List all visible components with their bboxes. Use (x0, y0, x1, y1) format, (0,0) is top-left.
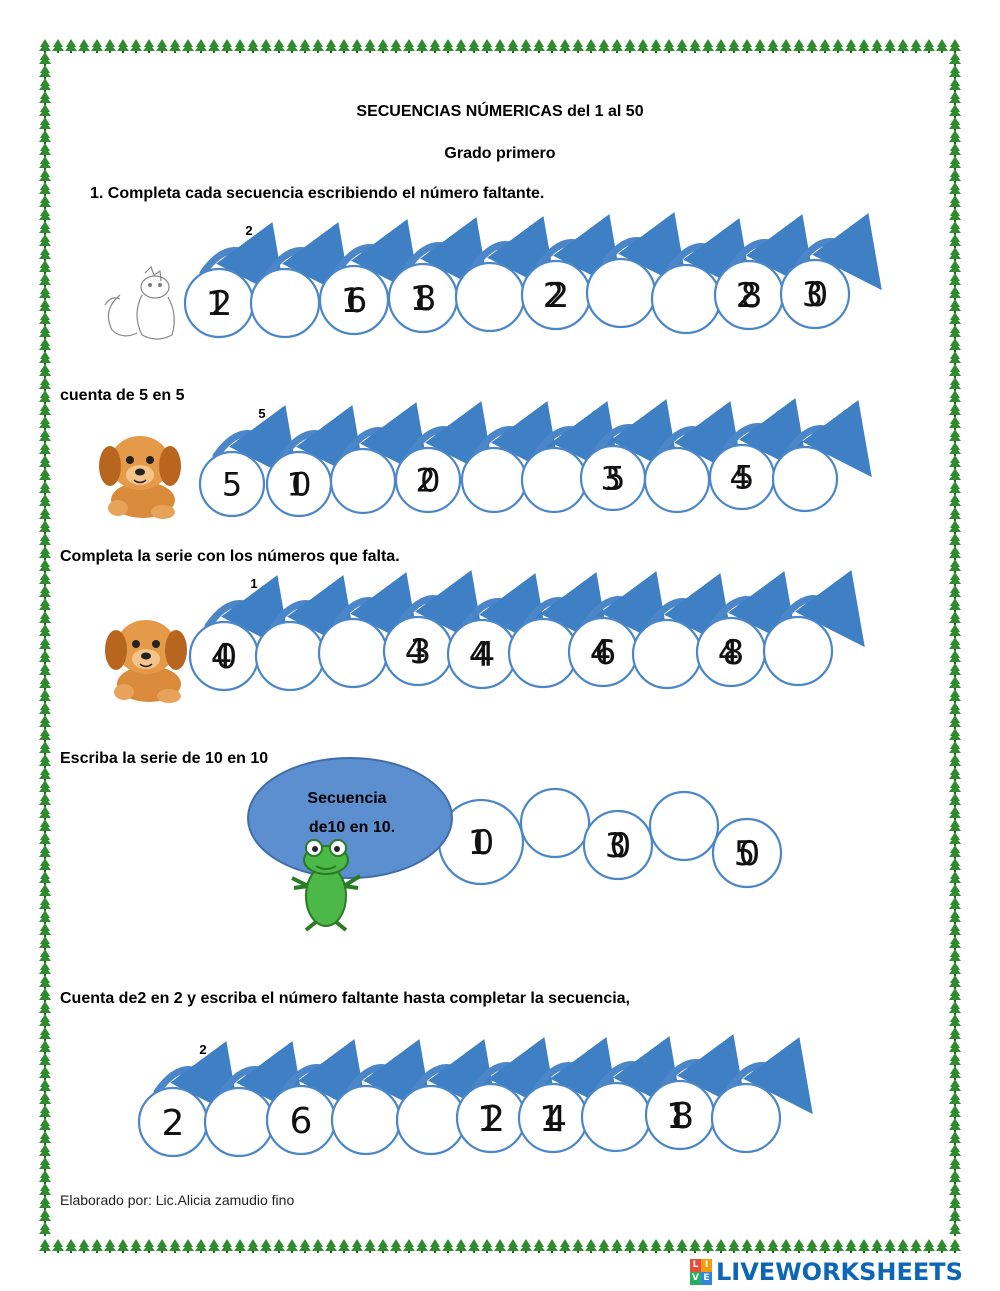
logo-mark-icon: L I V E (690, 1259, 712, 1285)
circle-shape (332, 1086, 400, 1154)
answer-blank-circle[interactable] (332, 1086, 400, 1154)
number-circle (139, 1088, 207, 1156)
sequence-row (139, 1042, 792, 1156)
circle-number: 30 (801, 275, 829, 316)
circle-number: 18 (409, 279, 437, 320)
circle-shape (764, 617, 832, 685)
circle-shape (256, 622, 324, 690)
circle-shape (587, 259, 655, 327)
sequence-row (185, 223, 861, 337)
circle-number: 30 (604, 826, 632, 867)
circle-shape (205, 1088, 273, 1156)
circle-number: 50 (733, 834, 761, 875)
circle-number: 5 (221, 465, 243, 504)
answer-blank-circle[interactable] (331, 449, 395, 513)
number-circle (320, 266, 388, 334)
grade-subtitle: Grado primero (444, 145, 556, 162)
step-label: 2 (199, 1042, 207, 1057)
number-circle (715, 261, 783, 329)
answer-blank-circle[interactable] (251, 269, 319, 337)
instruction-3: Completa la serie con los números que falta. (60, 548, 400, 565)
circle-number: 28 (735, 276, 763, 317)
number-circle (457, 1084, 525, 1152)
circle-number: 6 (289, 1100, 313, 1142)
circle-shape (633, 620, 701, 688)
circle-number: 22 (542, 276, 570, 317)
step-label: 1 (250, 576, 258, 591)
circle-shape (650, 792, 718, 860)
liveworksheets-logo[interactable] (690, 1258, 963, 1286)
circle-number: 12 (205, 284, 233, 325)
cat-drawing-icon (105, 267, 174, 339)
answer-blank-circle[interactable] (256, 622, 324, 690)
answer-blank-circle[interactable] (509, 619, 577, 687)
circle-number: 46 (589, 633, 617, 674)
circle-number: 35 (600, 459, 626, 498)
answer-blank-circle[interactable] (652, 265, 720, 333)
number-circle (267, 452, 331, 516)
circle-shape (456, 263, 524, 331)
instruction-4: Escriba la serie de 10 en 10 (60, 750, 269, 767)
number-circle (190, 622, 258, 690)
step-label: 2 (245, 223, 253, 238)
sequence-row (190, 576, 844, 690)
circle-number: 10 (467, 823, 495, 864)
instruction-5: Cuenta de2 en 2 y escriba el número faltante hasta completar la secuencia, (60, 990, 630, 1007)
circle-shape (773, 447, 837, 511)
circle-number: 20 (415, 461, 441, 500)
number-circle (569, 618, 637, 686)
circle-number: 40 (210, 637, 238, 678)
number-circle (384, 617, 452, 685)
circle-number: 44 (468, 635, 496, 676)
number-circle (581, 446, 645, 510)
circle-shape (331, 449, 395, 513)
answer-blank-circle[interactable] (773, 447, 837, 511)
answer-blank-circle[interactable] (764, 617, 832, 685)
page-title: SECUENCIAS NÚMERICAS del 1 al 50 (356, 103, 644, 120)
answer-blank-circle[interactable] (319, 619, 387, 687)
logo-text: LIVEWORKSHEETS (716, 1258, 963, 1286)
circle-number: 2 (161, 1102, 185, 1144)
sequence-row (439, 789, 781, 887)
circle-shape (712, 1084, 780, 1152)
circle-number: 43 (404, 632, 432, 673)
speech-bubble (248, 758, 452, 878)
number-circle (713, 819, 781, 887)
circle-number: 10 (286, 465, 312, 504)
number-circle (267, 1086, 335, 1154)
circle-shape (319, 619, 387, 687)
circle-shape (522, 448, 586, 512)
step-label: 5 (258, 406, 266, 421)
number-circle (519, 1084, 587, 1152)
bubble-text-1: Secuencia (307, 790, 387, 807)
answer-blank-circle[interactable] (456, 263, 524, 331)
author-credit: Elaborado por: Lic.Alicia zamudio fino (60, 1192, 295, 1208)
answer-blank-circle[interactable] (521, 789, 589, 857)
circle-shape (462, 448, 526, 512)
puppy-icon (105, 620, 187, 703)
number-circle (448, 620, 516, 688)
circle-shape (652, 265, 720, 333)
number-circle (646, 1081, 714, 1149)
circle-shape (509, 619, 577, 687)
answer-blank-circle[interactable] (645, 448, 709, 512)
circle-number: 14 (538, 1098, 568, 1140)
instruction-1: 1. Completa cada secuencia escribiendo el número faltante. (90, 185, 545, 202)
number-circle (697, 618, 765, 686)
number-circle (185, 269, 253, 337)
answer-blank-circle[interactable] (582, 1083, 650, 1151)
answer-blank-circle[interactable] (650, 792, 718, 860)
answer-blank-circle[interactable] (205, 1088, 273, 1156)
number-circle (781, 260, 849, 328)
circle-number: 12 (476, 1098, 506, 1140)
answer-blank-circle[interactable] (522, 448, 586, 512)
circle-number: 45 (729, 458, 755, 497)
sequence-row (200, 406, 851, 516)
answer-blank-circle[interactable] (712, 1084, 780, 1152)
circle-shape (521, 789, 589, 857)
number-circle (522, 261, 590, 329)
number-circle (389, 264, 457, 332)
bubble-text-2: de10 en 10. (308, 819, 396, 836)
circle-shape (251, 269, 319, 337)
answer-blank-circle[interactable] (462, 448, 526, 512)
circle-number: 18 (665, 1095, 695, 1137)
circle-number: 16 (340, 281, 368, 322)
number-circle (710, 445, 774, 509)
instruction-2: cuenta de 5 en 5 (60, 387, 185, 404)
answer-blank-circle[interactable] (633, 620, 701, 688)
number-circle (200, 452, 264, 516)
circle-shape (582, 1083, 650, 1151)
circle-shape (397, 1086, 465, 1154)
number-circle (584, 811, 652, 879)
puppy-icon (99, 436, 181, 519)
answer-blank-circle[interactable] (397, 1086, 465, 1154)
circle-number: 48 (717, 633, 745, 674)
answer-blank-circle[interactable] (587, 259, 655, 327)
number-circle (396, 448, 460, 512)
circle-shape (645, 448, 709, 512)
